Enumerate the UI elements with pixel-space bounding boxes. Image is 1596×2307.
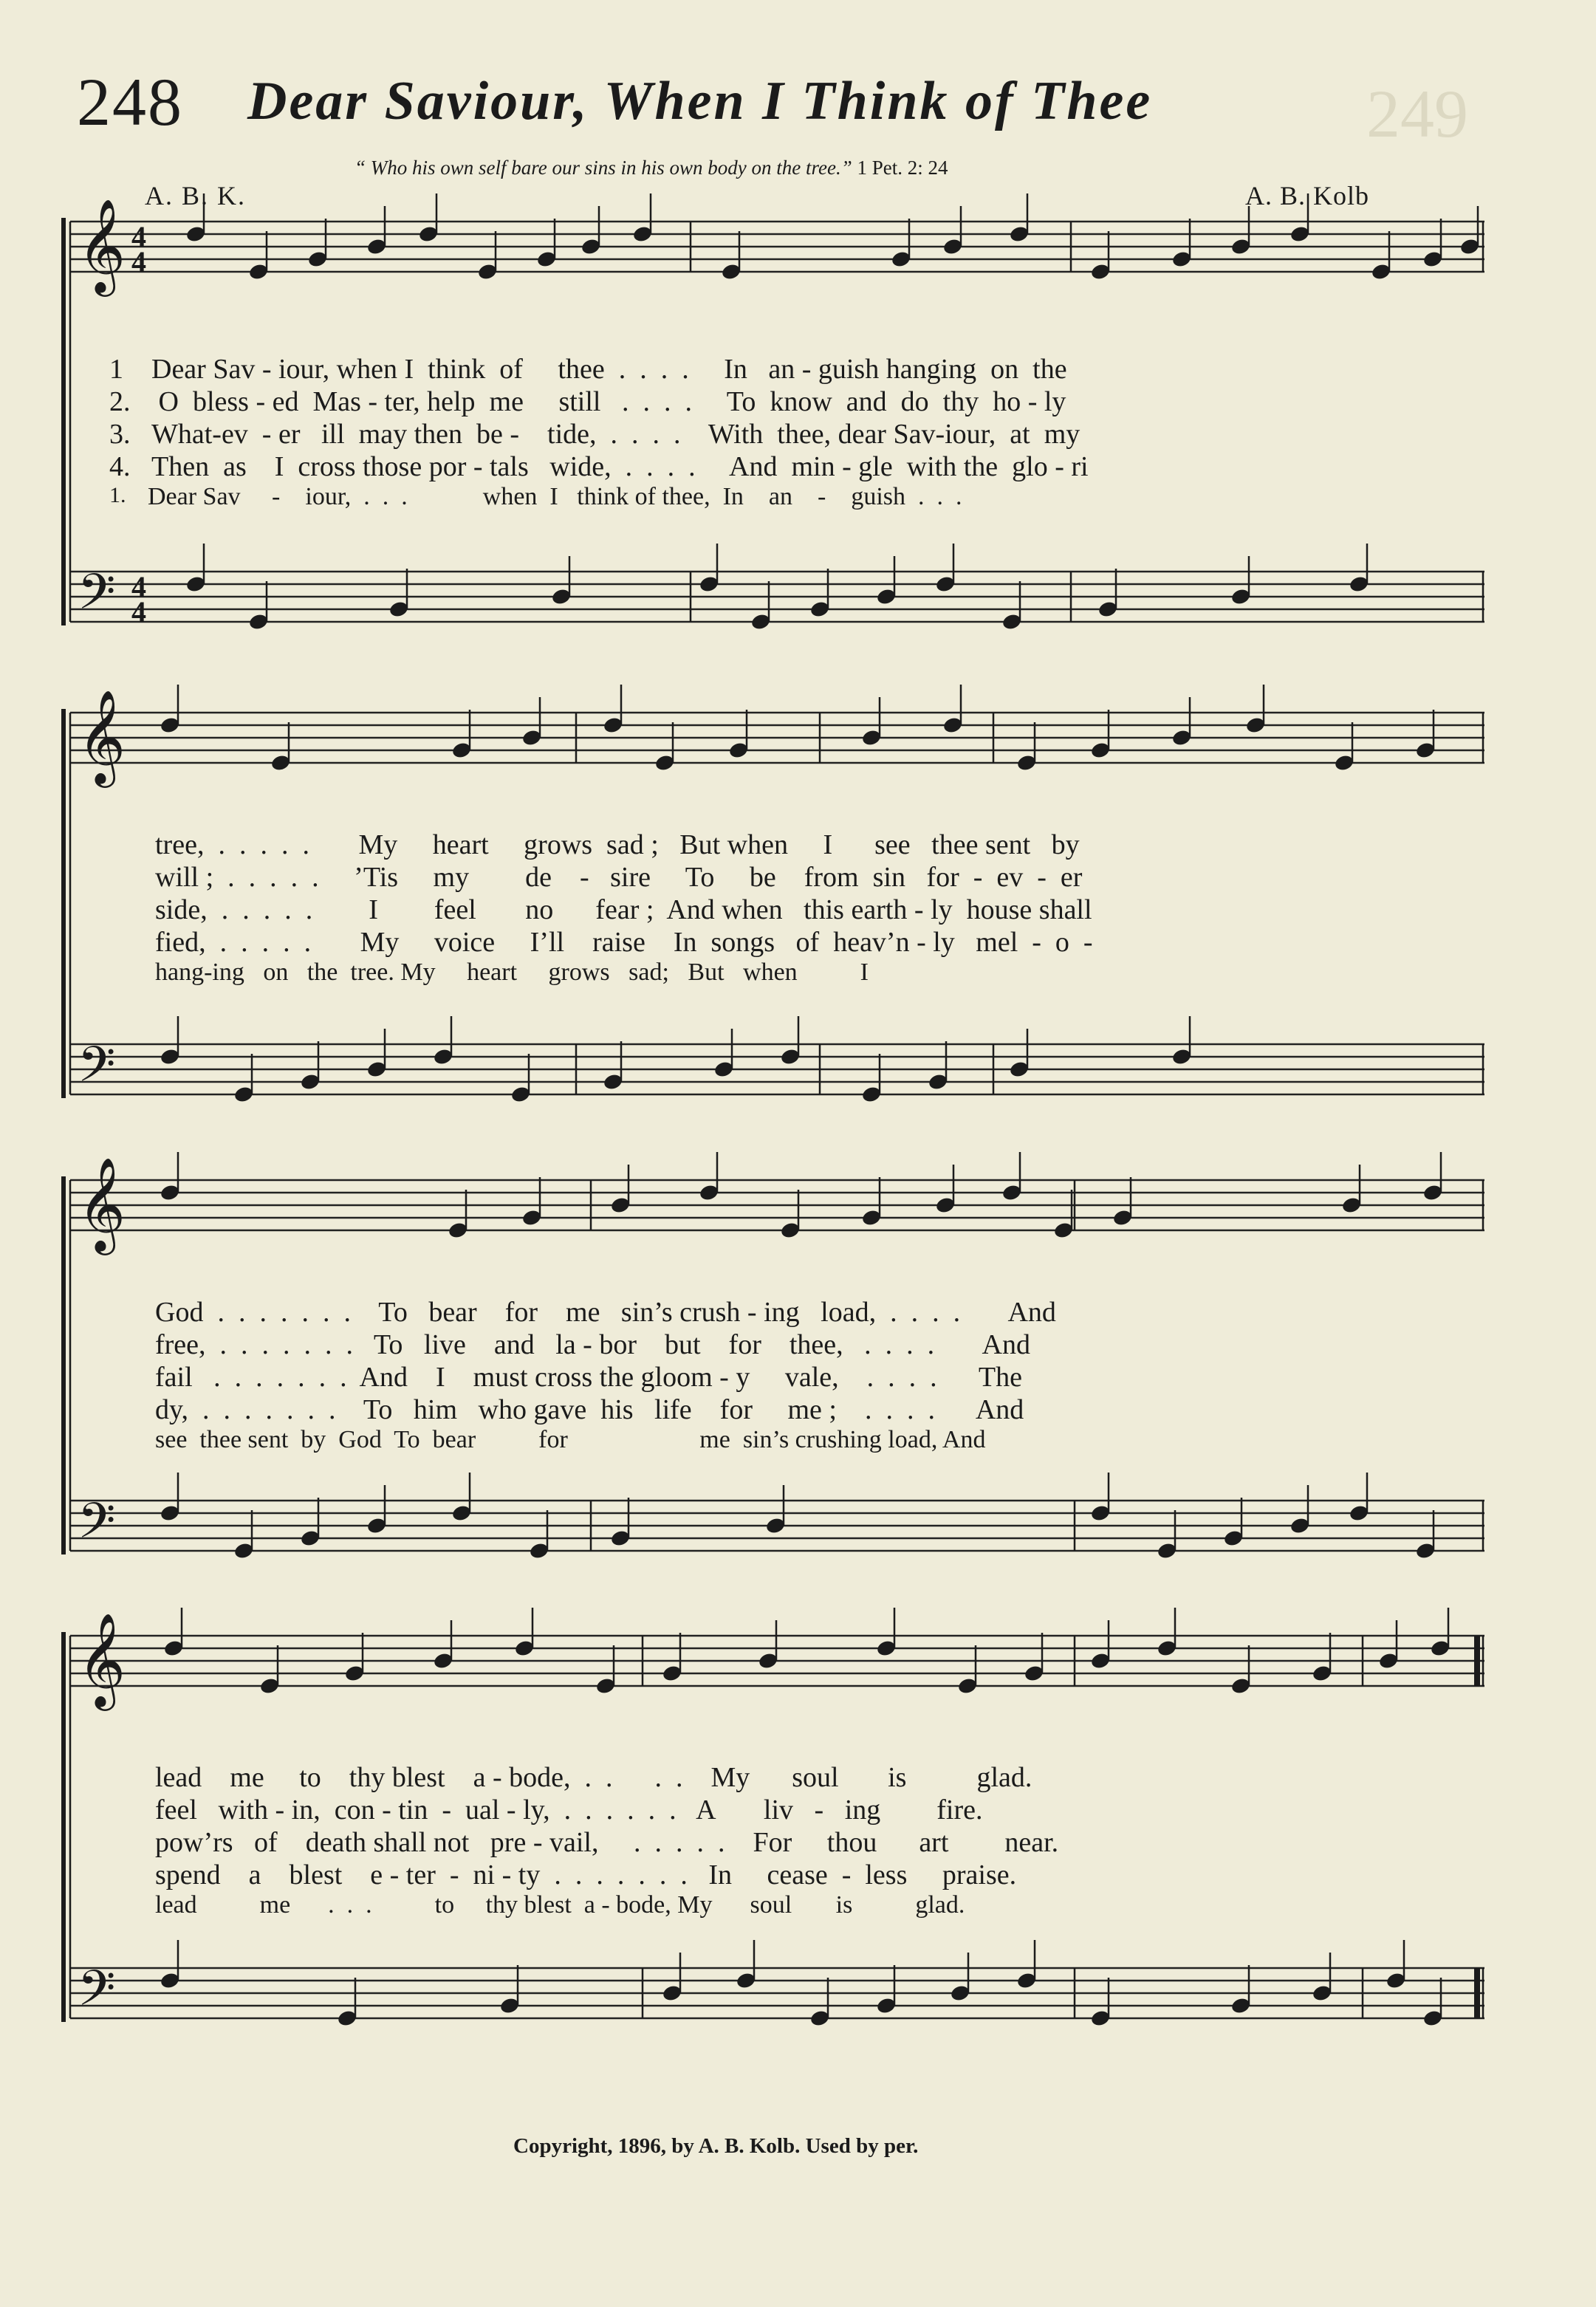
verse-lyric-line [0, 385, 1596, 418]
alternate-bass-lyric-line [0, 959, 1596, 991]
verse-lyric-line [0, 450, 1596, 483]
lyric-text: tree, . . . . . My heart grows sad ; But when I see thee sent by [155, 829, 1080, 860]
verse-number: 2. [109, 386, 131, 417]
treble-clef-icon: 𝄞 [78, 689, 126, 784]
time-signature-top: 4 [131, 570, 146, 603]
verse-lyric-line [0, 1394, 1596, 1426]
alternate-bass-lyric-line [0, 1891, 1596, 1924]
verse-lyric-line [0, 1329, 1596, 1361]
lyric-text: feel with - in, con - tin - ual - ly, . . . . . . A liv - ing fire. [155, 1794, 983, 1826]
lyric-text: God . . . . . . . To bear for me sin’s crush - ing load, . . . . And [155, 1297, 1056, 1328]
verse-lyric-line [0, 861, 1596, 894]
verse-number: 1 [109, 354, 123, 385]
lyric-text: dy, . . . . . . . To him who gave his life for me ; . . . . And [155, 1394, 1024, 1425]
lyric-text: fied, . . . . . My voice I’ll raise In songs of heav’n - ly mel - o - [155, 927, 1093, 958]
lyric-text: Dear Sav - iour, . . . when I think of thee, In an - guish . . . [148, 483, 962, 510]
lyric-text: hang-ing on the tree. My heart grows sad; But when I [155, 959, 869, 986]
lyric-text: Then as I cross those por - tals wide, . . . . And min - gle with the glo - ri [151, 451, 1089, 482]
verse-number: 1. [109, 483, 126, 507]
hymn-title: Dear Saviour, When I Think of Thee [247, 71, 1153, 131]
lyric-text: free, . . . . . . . To live and la - bor but for thee, . . . . And [155, 1329, 1030, 1360]
verse-lyric-line [0, 1361, 1596, 1394]
time-signature-bottom: 4 [131, 245, 146, 278]
lyric-text: fail . . . . . . . And I must cross the gloom - y vale, . . . . The [155, 1362, 1023, 1393]
lyric-text: What-ev - er ill may then be - tide, . . . . With thee, dear Sav-iour, at my [151, 419, 1080, 450]
lyric-text: spend a blest e - ter - ni - ty . . . . . . . In cease - less praise. [155, 1859, 1017, 1890]
lyric-text: lead me . . . to thy blest a - bode, My soul is glad. [155, 1891, 965, 1919]
lyric-text: lead me to thy blest a - bode, . . . . My soul is glad. [155, 1762, 1032, 1793]
verse-number: 4. [109, 451, 131, 482]
verse-lyric-line [0, 1826, 1596, 1859]
epigraph-quote: “ Who his own self bare our sins in his own body on the tree.” [355, 157, 852, 179]
alternate-bass-lyric-line [0, 1426, 1596, 1458]
treble-clef-icon: 𝄞 [78, 1156, 126, 1251]
verse-lyric-line [0, 353, 1596, 385]
verse-lyric-line [0, 926, 1596, 959]
verse-lyric-line [0, 1296, 1596, 1329]
lyric-text: side, . . . . . I feel no fear ; And when this earth - ly house shall [155, 894, 1092, 925]
bass-clef-icon: 𝄢 [78, 1036, 116, 1105]
epigraph-reference: 1 Pet. 2: 24 [857, 157, 948, 179]
treble-clef-icon: 𝄞 [78, 1612, 126, 1707]
bleed-through-number: 249 [1366, 76, 1468, 151]
verse-lyric-line [0, 1761, 1596, 1794]
lyric-text: O bless - ed Mas - ter, help me still . . . . To know and do thy ho - ly [151, 386, 1066, 417]
alternate-bass-lyric-line [0, 483, 1596, 515]
lyricist-credit: A. B. K. [145, 181, 247, 210]
time-signature-top: 4 [131, 220, 146, 253]
final-barline [1474, 1636, 1480, 1686]
lyric-text: see thee sent by God To bear for me sin’s crushing load, And [155, 1426, 986, 1453]
verse-lyric-line [0, 894, 1596, 926]
verse-number: 3. [109, 419, 131, 450]
bass-clef-icon: 𝄢 [78, 563, 116, 632]
lyric-text: pow’rs of death shall not pre - vail, . . . . . For thou art near. [155, 1827, 1059, 1858]
lyric-text: will ; . . . . . ’Tis my de - sire To be from sin for - ev - er [155, 862, 1083, 893]
time-signature-bottom: 4 [131, 595, 146, 628]
lyric-text: Dear Sav - iour, when I think of thee . . . . In an - guish hanging on the [151, 354, 1067, 385]
final-barline [1474, 1968, 1480, 2018]
verse-lyric-line [0, 1859, 1596, 1891]
hymn-number: 248 [77, 64, 183, 140]
treble-clef-icon: 𝄞 [78, 198, 126, 292]
verse-lyric-line [0, 829, 1596, 861]
composer-credit: A. B. Kolb [1245, 181, 1370, 210]
copyright-notice: Copyright, 1896, by A. B. Kolb. Used by per. [513, 2134, 919, 2158]
bass-clef-icon: 𝄢 [78, 1492, 116, 1561]
verse-lyric-line [0, 418, 1596, 450]
bass-clef-icon: 𝄢 [78, 1960, 116, 2029]
verse-lyric-line [0, 1794, 1596, 1826]
